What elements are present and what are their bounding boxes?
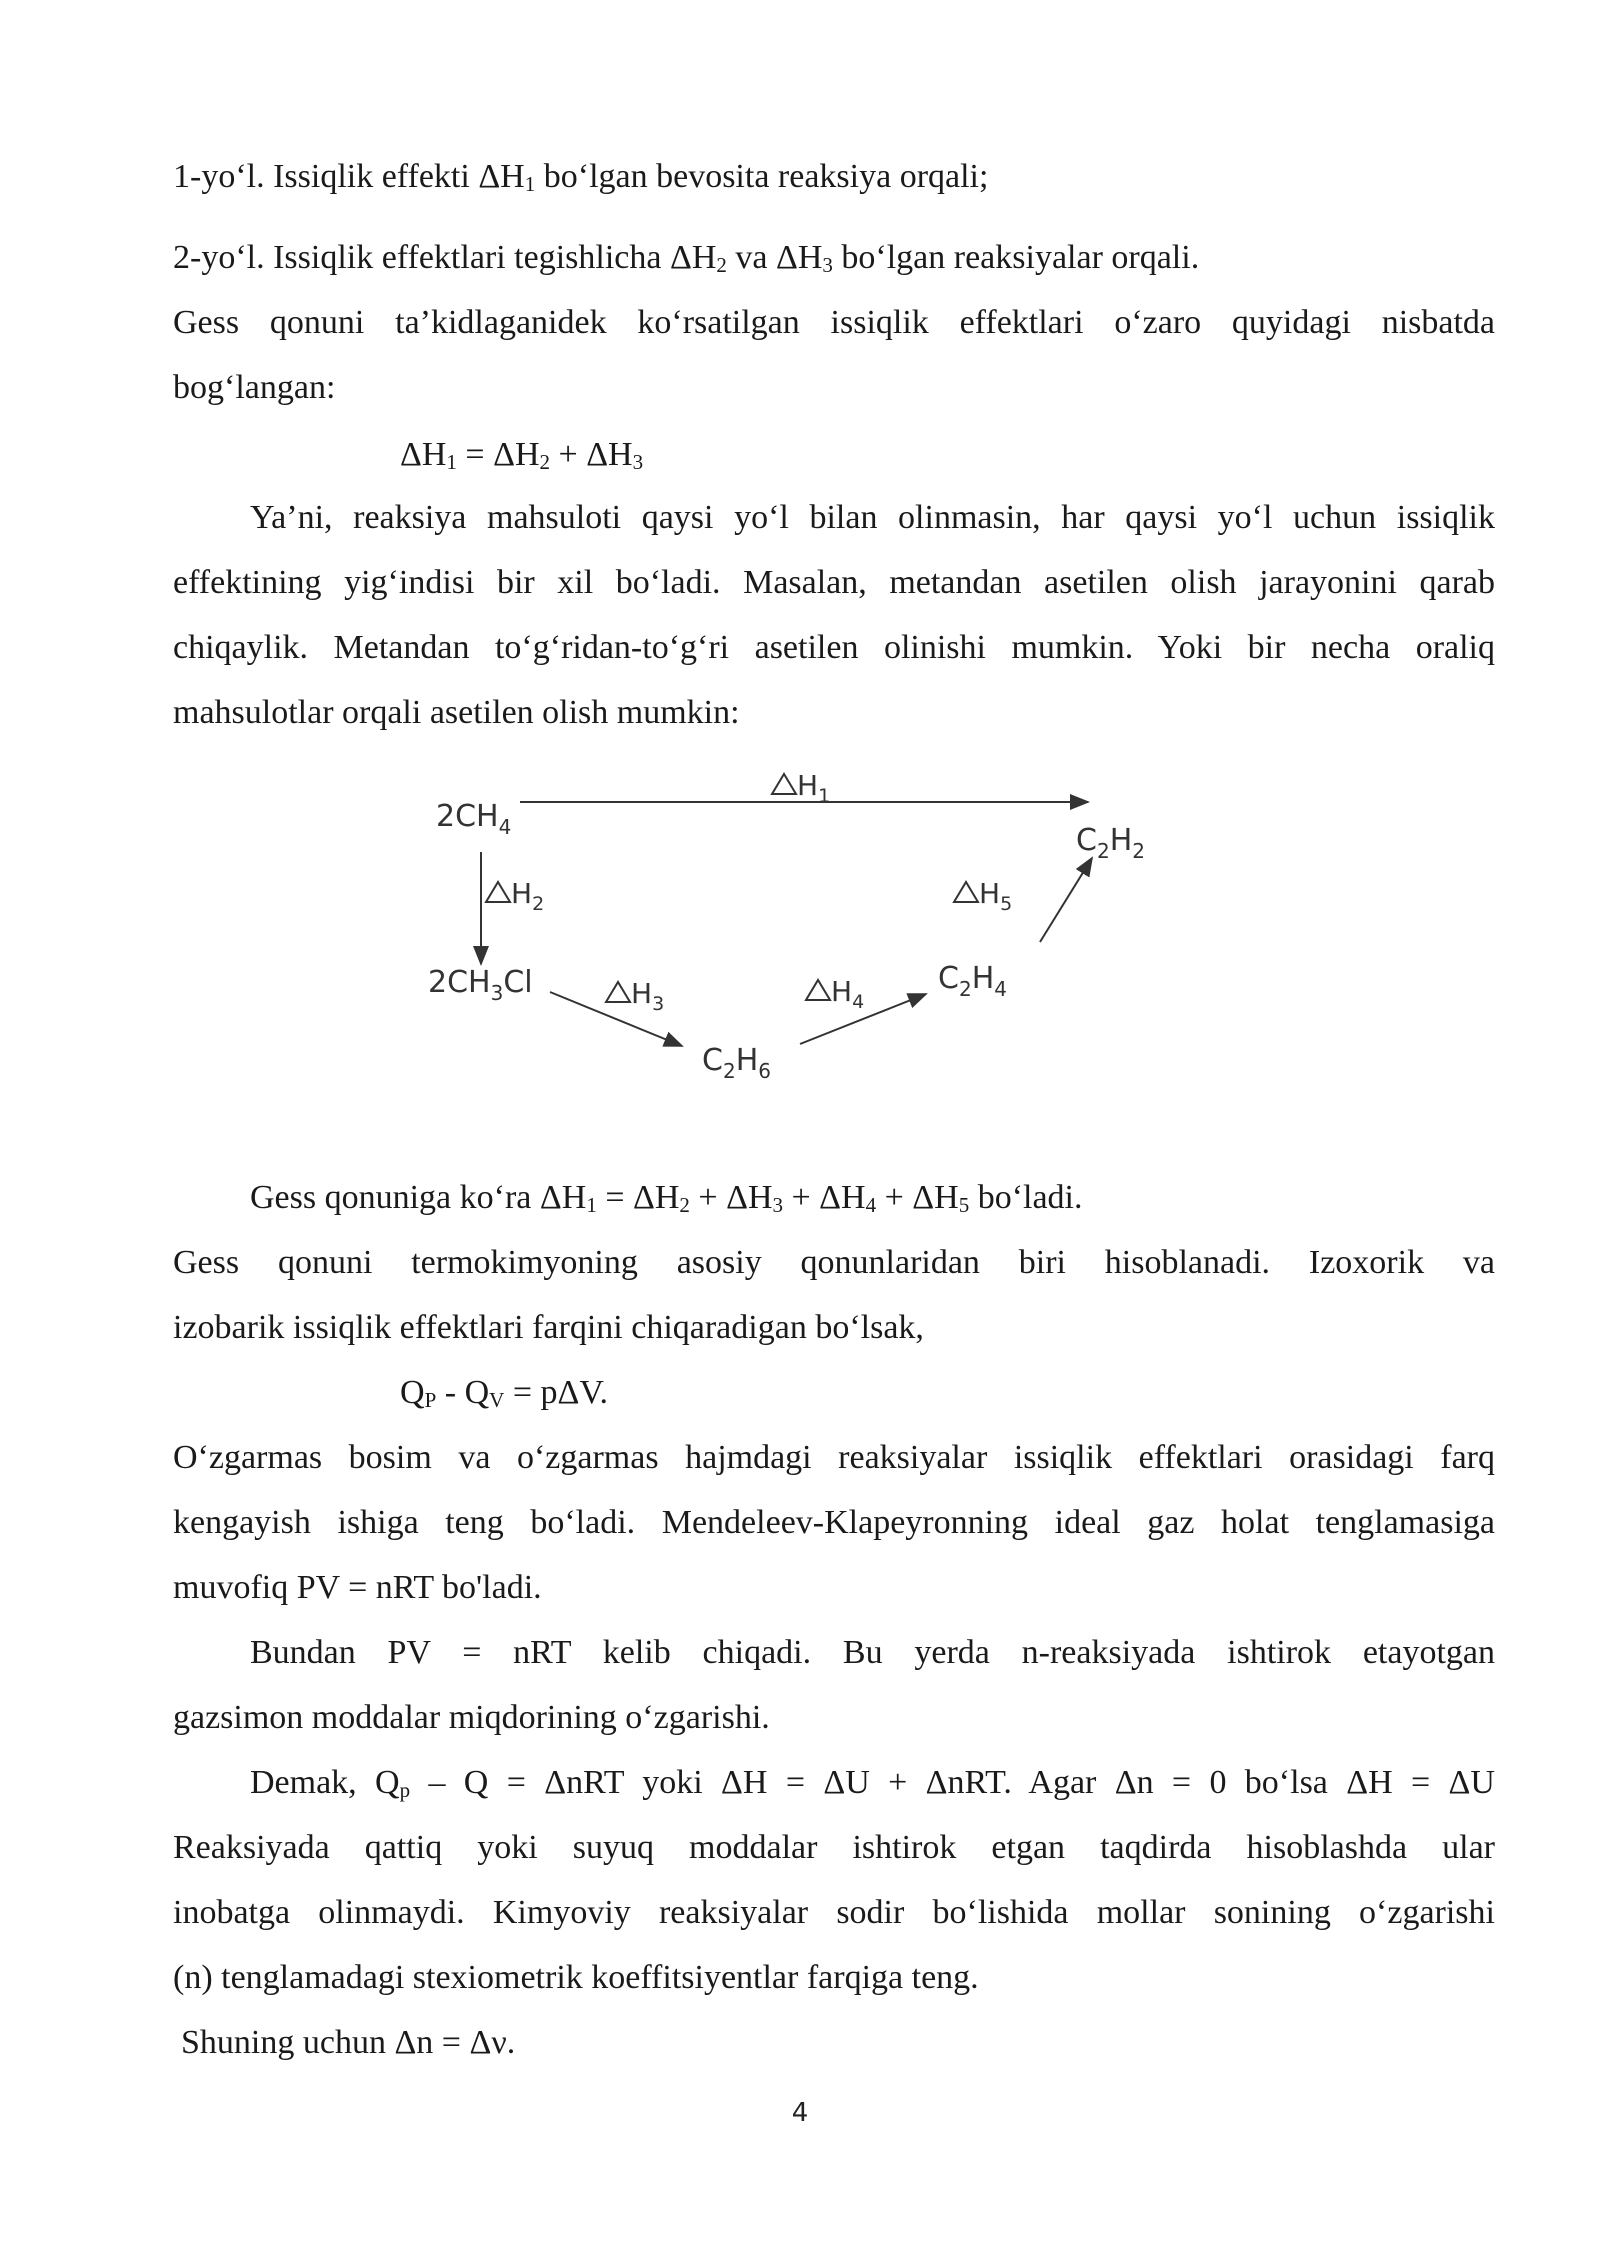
delta-icon bbox=[954, 882, 978, 902]
pv-paragraph-line-2: gazsimon moddalar miqdorining o‘zgarishi. bbox=[173, 1699, 770, 1736]
route-2-line: 2-yo‘l. Issiqlik effektlari tegishlicha $\Delta H_2$ va $\Delta H_3$ bo‘lgan reaksiyalar orqali. bbox=[173, 239, 1200, 277]
svg-text:H4: $H_4$ bbox=[831, 975, 865, 1013]
pressure-paragraph-line-1: O‘zgarmas bosim va o‘zgarmas hajmdagi reaksiyalar issiqlik effektlari orasidagi farq bbox=[173, 1439, 1495, 1476]
pv-paragraph-line-1: Bundan PV = nRT kelib chiqadi. Bu yerda n-reaksiyada ishtirok etayotgan bbox=[250, 1634, 1495, 1671]
demak-paragraph-line-4: (n) tenglamadagi stexiometrik koeffitsiyentlar farqiga teng. bbox=[173, 1959, 979, 1996]
hess-paragraph-line-2: bog‘langan: bbox=[173, 369, 336, 406]
svg-text:H5: $H_5$ bbox=[979, 877, 1013, 915]
equation-1: $\Delta H_1 = \Delta H_2 + \Delta H_3$ bbox=[400, 436, 644, 474]
label-dh2 bbox=[486, 877, 544, 915]
page-number: 4 bbox=[791, 2098, 809, 2128]
svg-text:H1: $H_1$ bbox=[797, 769, 831, 807]
svg-text:H2: $H_2$ bbox=[511, 877, 545, 915]
demak-paragraph-line-2: Reaksiyada qattiq yoki suyuq moddalar ishtirok etgan taqdirda hisoblashda ular bbox=[173, 1829, 1495, 1866]
route-1-line: 1-yo‘l. Issiqlik effekti $\Delta H_1$ bo‘lgan bevosita reaksiya orqali; bbox=[173, 158, 989, 196]
delta-icon bbox=[772, 774, 796, 794]
node-2ch3cl: $2CH_3Cl$ bbox=[428, 965, 533, 1005]
delta-icon bbox=[606, 982, 630, 1002]
node-c2h2: $C_2H_2$ bbox=[1076, 823, 1145, 863]
demak-paragraph-line-5: Shuning uchun Δn = Δν. bbox=[181, 2024, 516, 2061]
pressure-paragraph-line-2: kengayish ishiga teng bo‘ladi. Mendeleev-Klapeyronning ideal gaz holat tenglamasiga bbox=[173, 1504, 1495, 1541]
demak-paragraph-line-1: Demak, $Q_p - Q = \Delta nRT$ yoki ΔH = ΔU + ΔnRT. Agar Δn = 0 bo‘lsa ΔH = ΔU bbox=[250, 1764, 1495, 1802]
label-dh5 bbox=[954, 877, 1012, 915]
law-paragraph-line-2: izobarik issiqlik effektlari farqini chiqaradigan bo‘lsak, bbox=[173, 1309, 924, 1346]
label-dh3 bbox=[606, 977, 664, 1015]
explanation-line-3: chiqaylik. Metandan to‘g‘ridan-to‘g‘ri asetilen olinishi mumkin. Yoki bir necha oraliq bbox=[173, 629, 1495, 666]
pressure-paragraph-line-3: muvofiq PV = nRT bo'ladi. bbox=[173, 1569, 542, 1606]
hess-paragraph-line-1: Gess qonuni ta’kidlaganidek ko‘rsatilgan issiqlik effektlari o‘zaro quyidagi nisbatda bbox=[173, 304, 1495, 341]
node-c2h6: $C_2H_6$ bbox=[702, 1043, 771, 1083]
equation-2: $Q_P - Q_V = p\Delta V$. bbox=[400, 1374, 609, 1412]
node-c2h4: $C_2H_4$ bbox=[938, 961, 1007, 1001]
demak-paragraph-line-3: inobatga olinmaydi. Kimyoviy reaksiyalar sodir bo‘lishida mollar sonining o‘zgarishi bbox=[173, 1894, 1495, 1931]
node-2ch4: $2CH_4$ bbox=[436, 799, 512, 839]
arrow-dh5 bbox=[1040, 858, 1092, 942]
law-paragraph-line-1: Gess qonuni termokimyoning asosiy qonunlaridan biri hisoblanadi. Izoxorik va bbox=[173, 1244, 1495, 1281]
explanation-line-4: mahsulotlar orqali asetilen olish mumkin: bbox=[173, 694, 740, 731]
delta-icon bbox=[806, 980, 830, 1000]
delta-icon bbox=[486, 882, 510, 902]
explanation-line-1: Ya’ni, reaksiya mahsuloti qaysi yo‘l bilan olinmasin, har qaysi yo‘l uchun issiqlik bbox=[250, 499, 1495, 536]
explanation-line-2: effektining yig‘indisi bir xil bo‘ladi. Masalan, metandan asetilen olish jarayonini qarab bbox=[173, 564, 1495, 601]
svg-text:H3: $H_3$ bbox=[631, 977, 665, 1015]
label-dh4 bbox=[806, 975, 864, 1013]
hess-sum-line: Gess qonuniga ko‘ra $\Delta H_1 = \Delta H_2 + \Delta H_3 + \Delta H_4 + \Delta H_5$ bo‘ladi. bbox=[250, 1179, 1083, 1217]
reaction-pathway-diagram bbox=[420, 752, 1160, 1092]
